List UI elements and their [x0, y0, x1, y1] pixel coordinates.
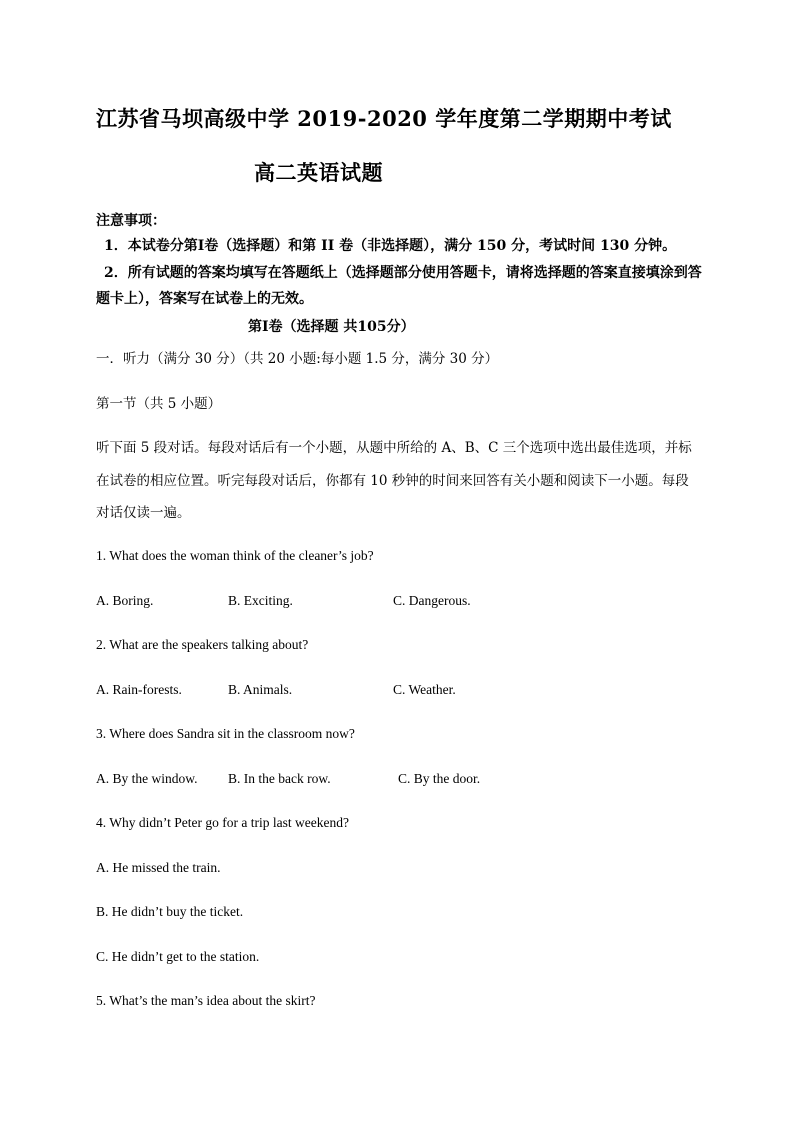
instructions-line-2: 在试卷的相应位置。听完每段对话后，你都有 10 秒钟的时间来回答有关小题和阅读下一小题。每段	[96, 473, 689, 489]
question-2-option-b: B. Animals.	[228, 682, 293, 697]
question-3-option-b: B. In the back row.	[228, 771, 331, 786]
instructions-line-1: 听下面 5 段对话。每段对话后有一个小题，从题中所给的 A、B、C 三个选项中选出最佳选项，并标	[96, 440, 692, 456]
question-4-stem: 4. Why didn’t Peter go for a trip last weekend?	[96, 815, 349, 830]
question-3-stem: 3. Where does Sandra sit in the classroom now?	[96, 726, 355, 741]
school-exam-title: 江苏省马坝高级中学 2019-2020 学年度第二学期期中考试	[96, 106, 672, 131]
question-2-option-c: C. Weather.	[393, 682, 456, 697]
question-3-option-c: C. By the door.	[398, 771, 481, 786]
volume-1-title: 第Ⅰ卷（选择题 共105分）	[248, 319, 415, 335]
question-1-option-b: B. Exciting.	[228, 593, 293, 608]
question-3-option-a: A. By the window.	[96, 771, 198, 786]
notice-item-1: 1．本试卷分第Ⅰ卷（选择题）和第 II 卷（非选择题），满分 150 分，考试时间 130 分钟。	[104, 238, 677, 254]
question-4-option-b: B. He didn’t buy the ticket.	[96, 904, 244, 919]
instructions-line-3: 对话仅读一遍。	[96, 505, 191, 521]
exam-subject-title: 高二英语试题	[254, 160, 383, 185]
question-1-option-a: A. Boring.	[96, 593, 154, 608]
section-1-title: 一．听力（满分 30 分）（共 20 小题:每小题 1.5 分，满分 30 分）	[96, 351, 499, 367]
part-1-title: 第一节（共 5 小题）	[96, 396, 222, 412]
notice-item-2-line-1: 2．所有试题的答案均填写在答题纸上（选择题部分使用答题卡，请将选择题的答案直接填涂到答	[104, 265, 702, 281]
question-1-stem: 1. What does the woman think of the cleaner’s job?	[96, 548, 374, 563]
question-4-option-a: A. He missed the train.	[96, 860, 221, 875]
notice-heading: 注意事项：	[96, 213, 166, 229]
question-4-option-c: C. He didn’t get to the station.	[96, 949, 260, 964]
question-2-option-a: A. Rain-forests.	[96, 682, 182, 697]
question-1-option-c: C. Dangerous.	[393, 593, 471, 608]
notice-item-2-line-2: 题卡上），答案写在试卷上的无效。	[96, 291, 313, 307]
question-5-stem: 5. What’s the man’s idea about the skirt?	[96, 993, 316, 1008]
question-2-stem: 2. What are the speakers talking about?	[96, 637, 309, 652]
